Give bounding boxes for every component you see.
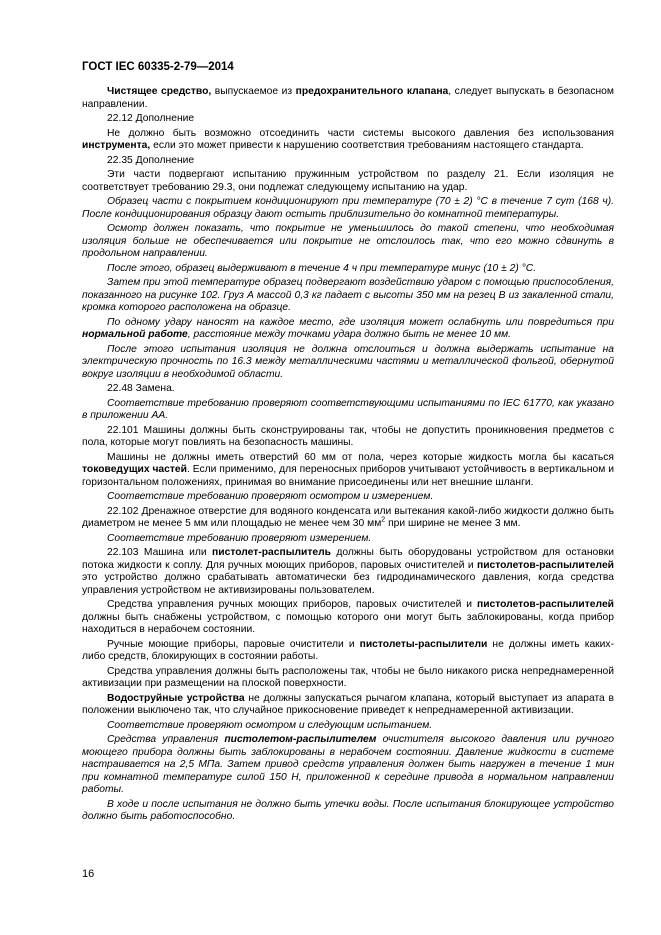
text-run: не должны запускаться рычагом клапана, который выступает из апарата в положении выключено так, что случайное прикосновение приведет к непреднамеренной активизации. — [82, 692, 614, 716]
paragraph — [82, 344, 614, 382]
text-run: Ручные моющие приборы, паровые очистители и — [107, 638, 360, 650]
text-run: 22.12 Дополнение — [107, 113, 195, 124]
text-run: Соответствие требованию проверяют осмотром и измерением. — [107, 491, 434, 502]
text-run: После этого испытания изоляция не должна отслоиться и должна выдержать испытание на электрическую прочность по 16.3 между металлическими частями и металлической фольгой, обернутой вокруг изоляции в необходимой области. — [82, 343, 614, 380]
text-run: По одному удару наносят на каждое место, где изоляция может ослабнуть или повредиться при — [107, 316, 614, 328]
paragraph — [82, 720, 614, 733]
defined-term: нормальной работе — [82, 329, 188, 340]
paragraph — [82, 533, 614, 546]
paragraph — [82, 169, 614, 194]
paragraph — [82, 547, 614, 597]
defined-term: пистолетов-распылителей — [476, 599, 614, 610]
text-run: 22.102 Дренажное отверстие для водяного конденсата или вытекания какой-либо жидкости должно быть диаметром не менее 5 мм или площадью не менее чем 30 мм — [82, 505, 614, 529]
paragraph — [82, 113, 614, 126]
defined-term: предохранительного клапана — [295, 86, 449, 97]
text-run: 22.48 Замена. — [107, 383, 175, 394]
paragraph — [82, 666, 614, 691]
defined-term: пистолетов-распылителей — [476, 559, 614, 571]
superscript: 2 — [381, 516, 386, 524]
text-run: выпускаемое из — [211, 86, 296, 97]
text-run: должны быть снабжены устройством, с помощью которого они могут быть заблокированы, когда прибор находиться в нерабочем состоянии. — [82, 611, 614, 635]
paragraph — [82, 639, 614, 664]
text-run: 22.103 Машина или — [107, 547, 213, 558]
text-run: Осмотр должен показать, что покрытие не уменьшилось до такой степени, что необходимая изоляция больше не обеспечивается или покрытие не отслоилось так, что его можно сдвинуть в продольном направлении. — [82, 223, 614, 259]
text-run: , расстояние между точками удара должно быть не менее 10 мм. — [187, 329, 512, 340]
paragraph — [82, 491, 614, 504]
text-run: Образец части с покрытием кондиционируют при температуре (70 ± 2) °С в течение 7 сут (168 ч). После кондиционирования образцу дают остыть приблизительно до комнатной температуры. — [82, 196, 614, 220]
defined-term: пистолетом-распылителем — [224, 734, 377, 745]
text-run: Затем при этой температуре образец подвергают воздействию ударом с помощью приспособления, показанного на рисунке 102. Груз А массой 0,3 кг падает с высоты 350 мм на резец В из закаленной стали, кромка которого расположена на образце. — [82, 277, 614, 313]
text-run: должны быть оборудованы устройством для остановки потока жидкости к соплу. Для ручных моющих приборов, паровых очистителей и — [82, 547, 614, 571]
text-run: очистителя высокого давления или ручного моющего прибора должны быть заблокированы в нерабочем состоянии. Давление жидкости в системе настраивается на 2,5 МПа. Затем привод средств управления должен быть нагружен в течение 1 мин при комнатной температуре силой 150 Н, приложенной к середине привода в нормальном направлении работы. — [82, 734, 614, 795]
paragraph — [82, 86, 614, 111]
paragraph — [82, 452, 614, 490]
text-run: Средства управления — [107, 734, 225, 745]
text-run: После этого, образец выдерживают в течение 4 ч при температуре минус (10 ± 2) °С. — [107, 262, 537, 274]
defined-term: инструмента, — [82, 140, 151, 151]
text-run: Соответствие проверяют осмотром и следующим испытанием. — [107, 719, 433, 731]
text-run: 22.101 Машины должны быть сконструированы так, чтобы не допустить проникновения предметов с пола, которые могут повлиять на безопасность машины. — [82, 424, 614, 448]
paragraph — [82, 317, 614, 342]
paragraph — [82, 425, 614, 450]
paragraph — [82, 398, 614, 423]
defined-term: токоведущих частей — [82, 464, 187, 475]
document-header: ГОСТ IEC 60335-2-79—2014 — [82, 61, 234, 73]
text-run: . Если применимо, для переносных приборов учитывают устойчивость в вертикальном и горизонтальном положениях, принимая во внимание присоединены или нет внешние шланги. — [82, 464, 614, 488]
defined-term: пистолеты-распылители — [359, 638, 488, 650]
text-run: Средства управления должны быть расположены так, чтобы не было никакого риска непреднамеренной активизации при размещении на плоской поверхности. — [82, 665, 614, 689]
text-run: если это может привести к нарушению соответствия требованиям настоящего стандарта. — [150, 140, 584, 151]
text-run: Эти части подвергают испытанию пружинным устройством по разделу 21. Если изоляция не соответствует требованию 29.3, они подлежат следующему испытанию на удар. — [82, 169, 614, 193]
paragraph — [82, 734, 614, 797]
defined-term: Чистящее средство, — [107, 86, 212, 97]
text-run: , следует выпускать в безопасном направлении. — [82, 86, 614, 110]
page-number: 16 — [82, 868, 95, 880]
paragraph — [82, 799, 614, 824]
text-run: 22.35 Дополнение — [107, 154, 195, 166]
paragraph — [82, 223, 614, 261]
paragraph — [82, 263, 614, 276]
paragraph — [82, 128, 614, 153]
text-run: В ходе и после испытания не должно быть утечки воды. После испытания блокирующее устройство должно быть работоспособно. — [82, 798, 614, 822]
paragraph — [82, 155, 614, 168]
text-run: это устройство должно срабатывать автоматически без гидродинамического давления, когда средства управления устройством не активизированы пользователем. — [82, 572, 614, 596]
defined-term: пистолет-распылитель — [212, 547, 331, 558]
defined-term: Водоструйные устройства — [107, 692, 245, 704]
text-run: Соответствие требованию проверяют соответствующими испытаниями по IEC 61770, как указано в приложении АА. — [82, 397, 614, 421]
paragraph — [82, 277, 614, 315]
document-body — [82, 86, 614, 826]
text-run: не должны иметь каких-либо средств, блокирующих в состоянии работы. — [82, 638, 614, 662]
text-run: при ширине не менее 3 мм. — [385, 518, 521, 529]
paragraph — [82, 693, 614, 718]
paragraph — [82, 506, 614, 531]
text-run: Не должно быть возможно отсоединить части системы высокого давления без использования — [107, 127, 614, 139]
paragraph — [82, 599, 614, 637]
paragraph — [82, 383, 614, 396]
text-run: Машины не должны иметь отверстий 60 мм от пола, через которые жидкость могла бы касаться — [107, 451, 614, 463]
text-run: Средства управления ручных моющих приборов, паровых очистителей и — [107, 599, 477, 610]
text-run: Соответствие требованию проверяют измерением. — [107, 532, 372, 544]
paragraph — [82, 196, 614, 221]
